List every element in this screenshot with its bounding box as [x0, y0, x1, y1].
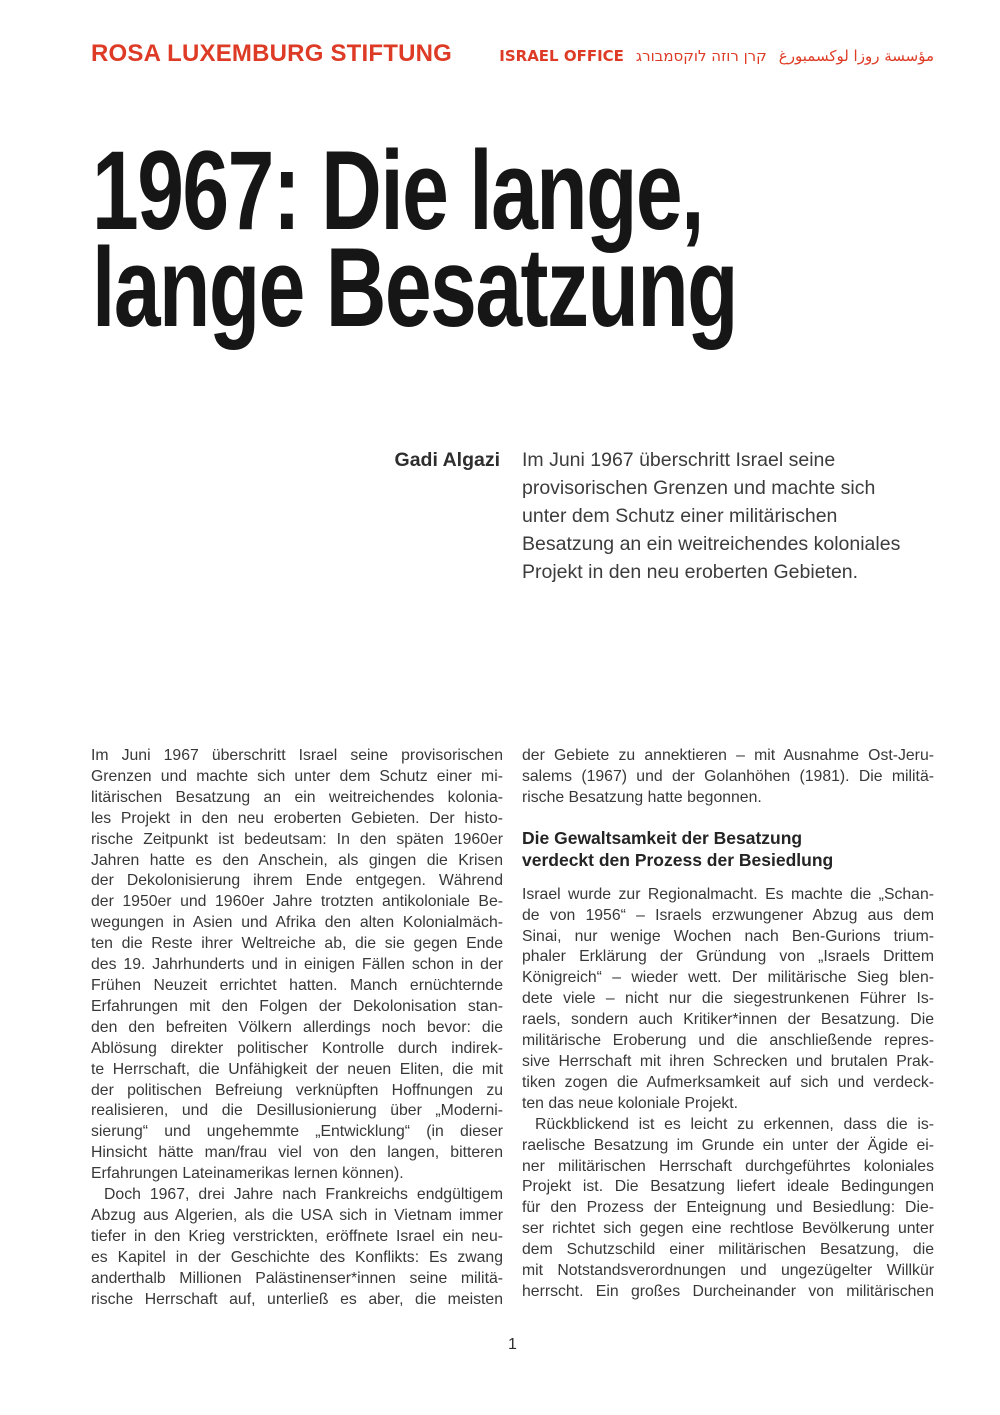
text-line: Projekt in den neu eroberten Gebieten. [522, 561, 859, 583]
page-number: 1 [508, 1336, 517, 1353]
text-line: litärischen Besatzung an ein weitreichendes kolonia- [91, 788, 503, 806]
paragraph [91, 746, 503, 1185]
text-line: Besatzung an ein weitreichendes koloniales [522, 533, 901, 555]
text-line: Projekt ist. Die Besatzung liefert ideale Bedingungen [522, 1178, 934, 1196]
text-line: anderthalb Millionen Palästinenser*innen seine militä- [91, 1269, 503, 1287]
text-line: lange Besatzung [92, 225, 737, 350]
text-line: rische Zeitpunkt ist bedeutsam: In den späten 1960er [91, 830, 503, 848]
paragraph [522, 1115, 934, 1303]
article-title [92, 128, 737, 350]
text-line: tiefer in den Krieg verstrickten, eröffnete Israel ein neu- [91, 1227, 503, 1245]
masthead [91, 40, 934, 68]
heading-line: verdeckt den Prozess der Besiedlung [522, 849, 834, 870]
text-line: den den befreiten Völkern allerdings noch bevor: die [91, 1018, 503, 1036]
paragraph [522, 885, 934, 1115]
text-line: Im Juni 1967 überschritt Israel seine provisorischen [91, 747, 503, 764]
office-name-hebrew: קרן רוזה לוקסמבורג [635, 47, 767, 65]
text-line: militärische Eroberung und die anschließende repres- [522, 1032, 934, 1050]
text-line: de von 1956“ – Israels erzwungener Abzug aus dem [522, 906, 934, 924]
paragraph [91, 1185, 503, 1310]
text-line: es Kapitel in der Geschichte des Konflikts: Es zwang [91, 1248, 503, 1266]
text-line: Erfahrungen mit den Folgen der Dekolonisation stan- [91, 997, 503, 1015]
text-line: Doch 1967, drei Jahre nach Frankreichs endgültigem [104, 1186, 503, 1204]
text-line: für den Prozess der Enteignung und Besiedlung: Die- [522, 1199, 934, 1217]
text-line: Frühen Neuzeit errichtet hatten. Manch ernüchternde [91, 976, 503, 994]
text-line: Königreich“ – wieder wett. Der militärische Sieg blen- [522, 969, 934, 987]
text-line: dete viele – nicht nur die siegestrunkenen Führer Is- [522, 990, 934, 1008]
text-line: 1967: Die lange, [92, 128, 703, 253]
text-line: raels, sondern auch Kritiker*innen der Besatzung. Die [522, 1011, 934, 1029]
author-name: Gadi Algazi [394, 449, 500, 471]
organization-name: ROSA LUXEMBURG STIFTUNG [91, 40, 453, 67]
right-column [522, 746, 934, 1310]
text-line: der politischen Befreiung verknüpften Hoffnungen zu [91, 1081, 503, 1099]
text-line: tiken zogen die Aufmerksamkeit auf sich und verdeck- [522, 1073, 934, 1091]
text-line: Ablösung direkter politischer Kontrolle durch indirek- [91, 1039, 503, 1057]
text-line: Erfahrungen Lateinamerikas lernen können). [91, 1165, 404, 1183]
lead-paragraph [522, 446, 934, 586]
text-line: Grenzen und machte sich unter dem Schutz einer mi- [91, 767, 503, 785]
text-line: unter dem Schutz einer militärischen [522, 505, 838, 527]
text-line: ser richtet sich gegen eine rechtlose Bevölkerung unter [522, 1220, 934, 1238]
paragraph [522, 746, 934, 809]
text-line: Jahren hatte es den Anschein, als gingen die Krisen [91, 851, 503, 869]
text-line: realisieren, und die Desillusionierung über „Moderni- [91, 1102, 503, 1120]
text-line: der Dekolonisierung ihrem Ende entgegen. Während [91, 872, 503, 890]
text-line: ten die Reste ihrer Weltreiche ab, die sie gegen Ende [91, 935, 503, 953]
text-line: dem Schutzschild einer militärischen Besatzung, die [522, 1241, 934, 1259]
text-line: herrscht. Ein großes Durcheinander von militärischen [522, 1282, 934, 1300]
text-line: rische Herrschaft auf, unterließ es aber, die meisten [91, 1290, 503, 1308]
text-line: der 1950er und 1960er Jahre trotzten antikoloniale Be- [91, 893, 503, 911]
left-column [91, 746, 503, 1310]
byline-and-lead [91, 446, 934, 586]
text-line: Im Juni 1967 überschritt Israel seine [522, 449, 836, 471]
text-line: Abzug aus Algerien, als die USA sich in Vietnam immer [91, 1206, 503, 1224]
text-line: les Projekt in den neu eroberten Gebieten. Der histo- [91, 809, 503, 827]
text-line: ner militärischen Herrschaft durchgeführtes koloniales [522, 1157, 934, 1175]
text-line: phaler Erklärung der Gründung von „Israels Drittem [522, 948, 934, 966]
text-line: mit Notstandsverordnungen und ungezügelter Willkür [522, 1262, 934, 1280]
text-line: provisorischen Grenzen und machte sich [522, 477, 876, 499]
office-name-arabic: مؤسسة روزا لوكسمبورغ [778, 47, 934, 65]
text-line: Israel wurde zur Regionalmacht. Es machte die „Schan- [522, 885, 934, 903]
text-line: te Herrschaft, die Unfähigkeit der neuen Eliten, die mit [91, 1060, 503, 1078]
text-line: salems (1967) und der Golanhöhen (1981). Die militä- [522, 767, 934, 785]
article-body [91, 746, 934, 1310]
text-line: rische Besatzung hatte begonnen. [522, 788, 762, 806]
text-line: der Gebiete zu annektieren – mit Ausnahme Ost-Jeru- [522, 747, 934, 764]
text-line: ten das neue koloniale Projekt. [522, 1094, 739, 1112]
office-identifier [499, 47, 934, 65]
text-line: wegungen in Asien und Afrika den alten Kolonialmäch- [91, 914, 503, 932]
heading-line: Die Gewaltsamkeit der Besatzung [522, 827, 803, 848]
text-line: sierung“ und ungehemmte „Entwicklung“ (in dieser [91, 1123, 503, 1141]
text-line: des 19. Jahrhunderts und in einigen Fällen schon in der [91, 956, 503, 974]
text-line: raelische Besatzung im Grunde ein unter der Ägide ei- [522, 1136, 934, 1154]
text-line: Sinai, nur wenige Wochen nach Ben-Gurions trium- [522, 927, 934, 945]
text-line: Hinsicht hätte man/frau viel von den langen, bitteren [91, 1144, 503, 1162]
page-footer [91, 1336, 934, 1354]
text-line: Rückblickend ist es leicht zu erkennen, dass die is- [535, 1115, 934, 1133]
office-label: ISRAEL OFFICE [499, 47, 624, 65]
section-heading [522, 827, 934, 871]
text-line: sive Herrschaft mit ihren Schrecken und brutalen Prak- [522, 1052, 934, 1070]
